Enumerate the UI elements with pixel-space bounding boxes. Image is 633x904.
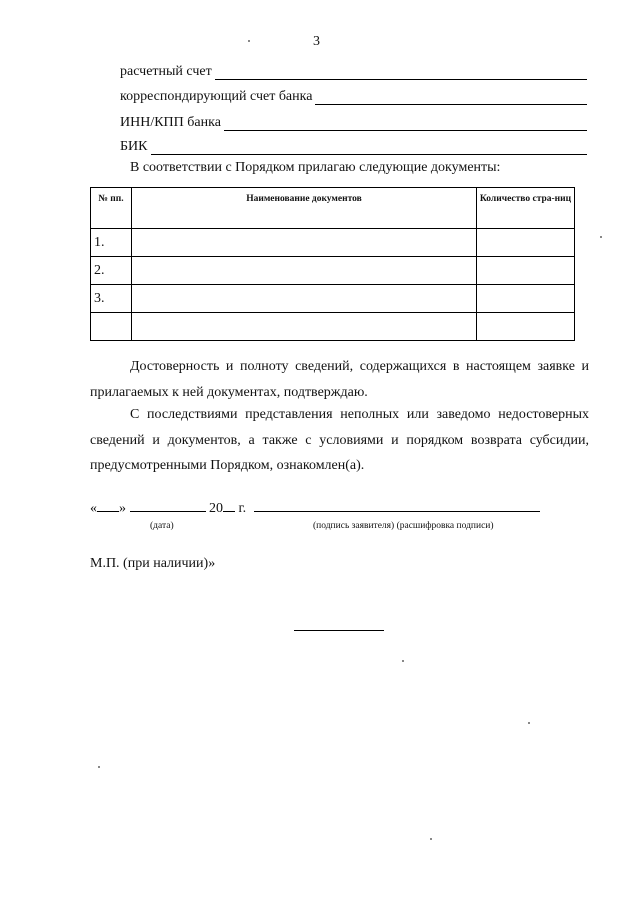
- corr-account-label: корреспондирующий счет банка: [120, 89, 313, 104]
- row-doc-name[interactable]: [132, 229, 477, 257]
- year-suffix: г.: [238, 501, 247, 516]
- row-number: [91, 313, 132, 341]
- documents-table: [90, 187, 575, 341]
- inn-kpp-input-line[interactable]: [224, 116, 587, 131]
- stamp-note: М.П. (при наличии)»: [90, 556, 216, 571]
- scan-speck: [528, 722, 530, 724]
- signature-blank[interactable]: [254, 498, 540, 512]
- bik-field: [120, 139, 587, 155]
- bik-label: БИК: [120, 139, 148, 154]
- quote-open: «: [90, 501, 97, 516]
- table-row: [91, 229, 575, 257]
- quote-close: »: [119, 501, 126, 516]
- date-caption: (дата): [150, 521, 174, 531]
- corr-account-input-line[interactable]: [315, 90, 587, 105]
- row-number: 1.: [91, 229, 132, 257]
- row-page-count[interactable]: [477, 285, 575, 313]
- inn-kpp-field: [120, 115, 587, 131]
- scan-speck: [248, 40, 250, 42]
- acknowledgement-paragraph: С последствиями представления неполных или заведомо недостоверных сведений и документов, а также с условиями и порядком возврата субсидии, предусмотренными Порядком, ознакомлен(а).: [90, 407, 589, 473]
- acknowledgement-block: [90, 402, 589, 479]
- row-doc-name[interactable]: [132, 257, 477, 285]
- row-doc-name[interactable]: [132, 313, 477, 341]
- day-blank[interactable]: [97, 498, 119, 512]
- confirmation-block: [90, 354, 589, 405]
- inn-kpp-label: ИНН/КПП банка: [120, 115, 221, 130]
- row-page-count[interactable]: [477, 229, 575, 257]
- row-number: 2.: [91, 257, 132, 285]
- bik-input-line[interactable]: [151, 140, 588, 155]
- year-blank[interactable]: [223, 498, 235, 512]
- table-row: [91, 257, 575, 285]
- attachments-intro: В соответствии с Порядком прилагаю следующие документы:: [130, 160, 501, 175]
- account-label: расчетный счет: [120, 64, 212, 79]
- row-page-count[interactable]: [477, 257, 575, 285]
- corr-account-field: [120, 89, 587, 105]
- scan-speck: [98, 766, 100, 768]
- confirmation-paragraph: Достоверность и полноту сведений, содержащихся в настоящем заявке и прилагаемых к ней документах, подтверждаю.: [90, 359, 589, 400]
- scan-speck: [402, 660, 404, 662]
- header-page-count: Количество стра-ниц: [477, 188, 575, 229]
- table-row: [91, 313, 575, 341]
- account-field: [120, 64, 587, 80]
- row-page-count[interactable]: [477, 313, 575, 341]
- row-doc-name[interactable]: [132, 285, 477, 313]
- header-number: № пп.: [91, 188, 132, 229]
- account-input-line[interactable]: [215, 65, 587, 80]
- month-blank[interactable]: [130, 498, 206, 512]
- table-row: [91, 285, 575, 313]
- table-header-row: [91, 188, 575, 229]
- scan-speck: [600, 236, 602, 238]
- signature-caption: (подпись заявителя) (расшифровка подписи): [313, 521, 494, 531]
- page-number: 3: [313, 34, 320, 49]
- year-prefix: 20: [209, 501, 223, 516]
- signature-row: [90, 498, 540, 517]
- row-number: 3.: [91, 285, 132, 313]
- scan-speck: [430, 838, 432, 840]
- end-divider: [294, 630, 384, 631]
- header-doc-name: Наименование документов: [132, 188, 477, 229]
